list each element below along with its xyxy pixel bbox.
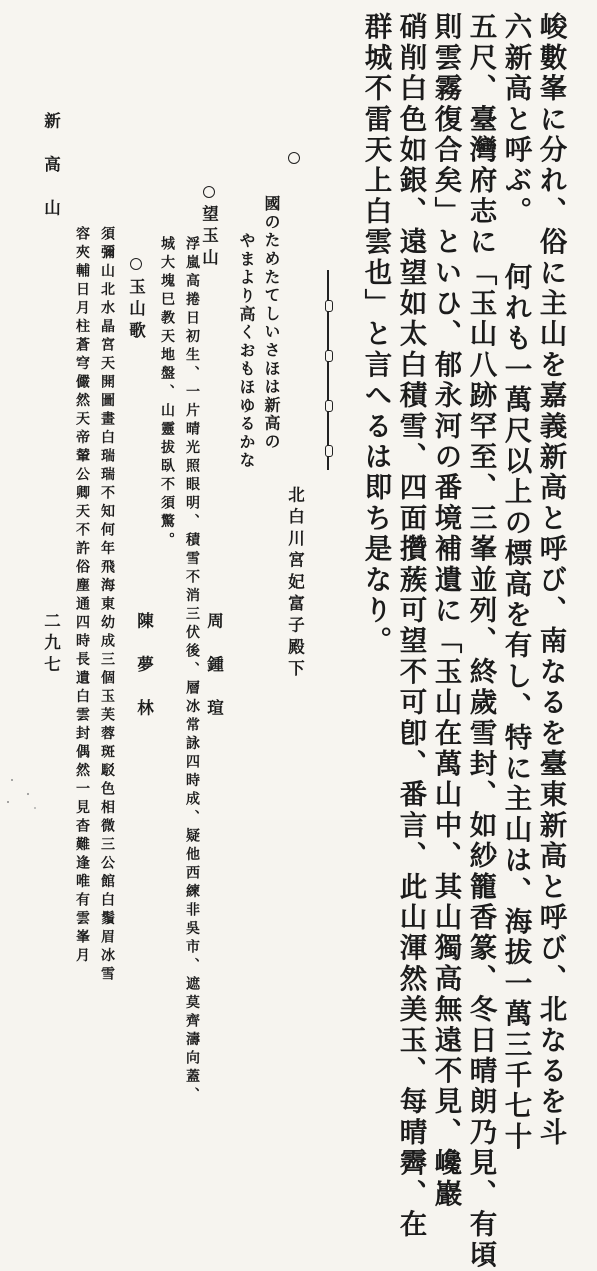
section-one-title: 望玉山	[199, 205, 219, 271]
main-text-line-1: 峻數峯に分れ、俗に主山を嘉義新高と呼び、南なるを臺東新高と呼び、北なるを斗	[534, 12, 567, 1148]
ornamental-divider	[322, 260, 334, 480]
section-two-marker-circle	[130, 258, 142, 270]
section-one-line-2: 城大塊巳教天地盤、山靈拔臥不須驚。	[159, 236, 175, 551]
section-two-title: 玉山歌	[126, 278, 146, 344]
poem-line-2: やまより高くおもほゆるかな	[237, 232, 256, 470]
poem-author: 北白川宮妃富子殿下	[285, 486, 305, 682]
main-text-line-5: 硝削白色如銀、遠望如太白積雪、四面攢蔟可望不可卽、番言、此山渾然美玉、每晴霽、在	[394, 12, 427, 1240]
section-one-author: 周 鍾 瑄	[204, 612, 224, 721]
section-two-author: 陳 夢 林	[134, 612, 154, 721]
running-title: 新 高 山	[41, 112, 61, 221]
main-text-line-4: 則雲霧復合矣」といひ、郁永河の番境補遺に「玉山在萬山中、其山獨高無遠不見、巉巖	[429, 12, 462, 1210]
section-two-line-2: 容夾輔日月柱蒼穹儼然天帝輦公卿天不許俗塵通四時長遺白雲封偶然一見杳難逢唯有雲峯月	[74, 226, 90, 966]
paper-speckle	[0, 760, 50, 820]
section-one-marker-circle	[203, 186, 215, 198]
main-text-line-3: 五尺、臺灣府志に「玉山八跡罕至、三峯並列、終歲雪封、如紗籠香篆、冬日晴朗乃見、有頃	[464, 12, 497, 1271]
main-text-line-6: 群城不雷天上白雲也」と言へるは即ち是なり。	[359, 12, 392, 657]
section-one-line-1: 浮嵐高捲日初生、一片晴光照眼明、積雪不消三伏後、層冰常詠四時成、疑他西練非吳市、遮莫齊濤向蓋、	[184, 236, 200, 1106]
poem-line-1: 國のためたてしいさほは新高の	[262, 195, 281, 452]
poem-marker-circle	[288, 152, 300, 164]
main-text-line-2: 六新高と呼ぶ。 何れも一萬尺以上の標高を有し、特に主山は、海拔一萬三千七十	[499, 12, 532, 1153]
section-two-line-1: 須彌山北水晶宮天開圖畫白瑞瑞不知何年飛海東幼成三個玉芙蓉斑駁色相微三公館白鬚眉冰雪	[99, 226, 115, 985]
page-number: 二九七	[41, 612, 61, 678]
